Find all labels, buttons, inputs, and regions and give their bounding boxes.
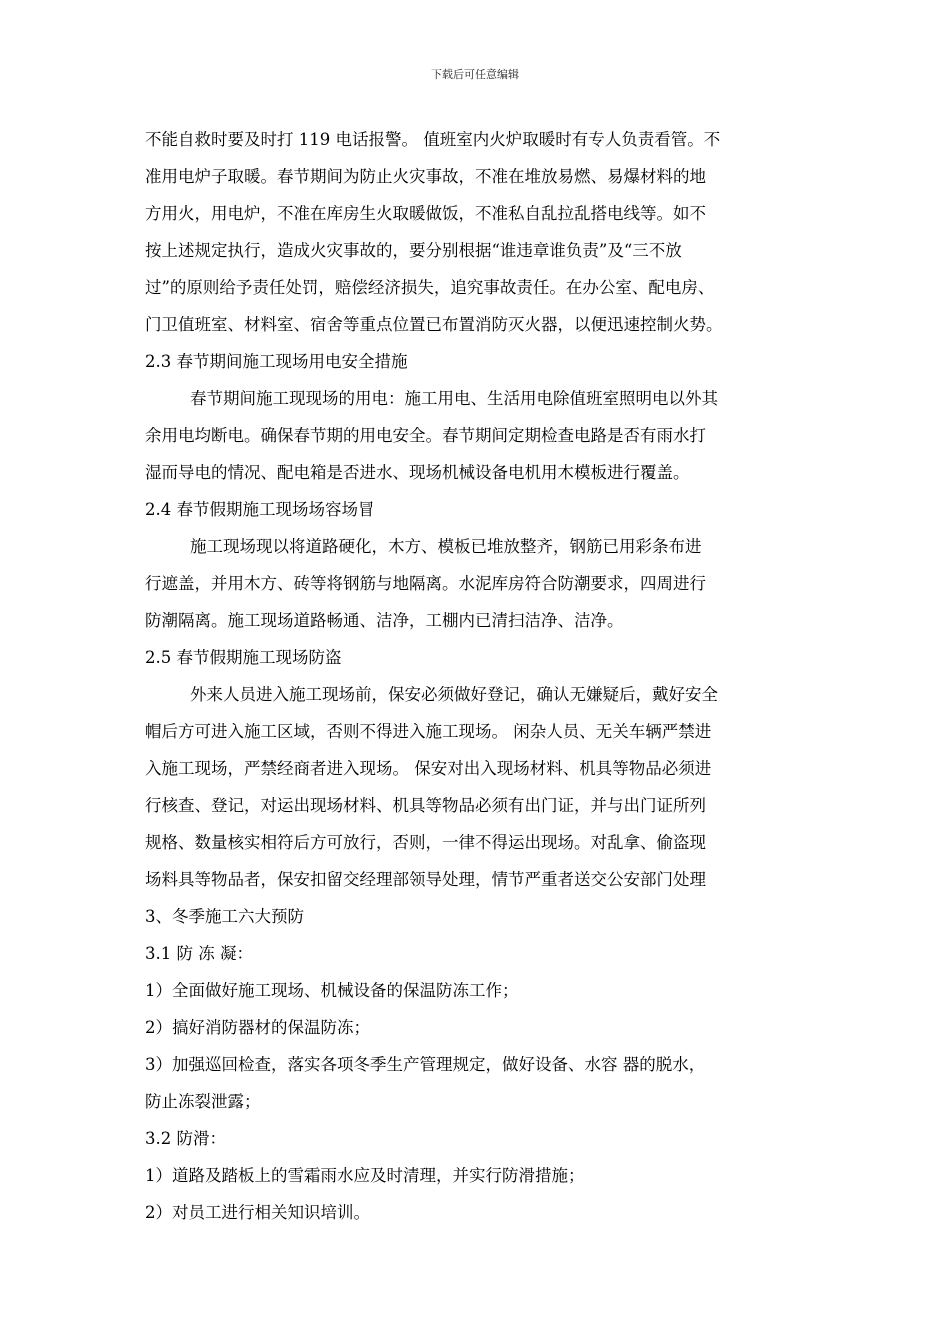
text-line: 门卫值班室、材料室、宿舍等重点位置已布置消防灭火器，以便迅速控制火势。: [145, 315, 723, 334]
section-heading: 2.4 春节假期施工现场场容场冒: [145, 500, 375, 519]
paragraph-anti-theft: [145, 676, 825, 898]
list-item: 3）加强巡回检查，落实各项冬季生产管理规定，做好设备、水容 器的脱水，: [145, 1055, 706, 1074]
text-line: 方用火，用电炉，不准在库房生火取暖做饭，不准私自乱拉乱搭电线等。如不: [145, 204, 706, 223]
heading-3: [145, 898, 825, 935]
list-item-3-2-2: [145, 1194, 825, 1231]
text-line: 场料具等物品者，保安扣留交经理部领导处理，情节严重者送交公安部门处理: [145, 870, 706, 889]
heading-2-3: [145, 343, 825, 380]
list-item: 1）全面做好施工现场、机械设备的保温防冻工作；: [145, 981, 519, 1000]
text-line: 帽后方可进入施工区域，否则不得进入施工现场。 闲杂人员、无关车辆严禁进: [145, 722, 712, 741]
text-line: 行核查、登记，对运出现场材料、机具等物品必须有出门证，并与出门证所列: [145, 796, 706, 815]
list-item: 2）对员工进行相关知识培训。: [145, 1203, 370, 1222]
page-header: 下载后可任意编辑: [431, 68, 519, 81]
paragraph-fire-safety: [145, 121, 825, 343]
section-heading: 3、冬季施工六大预防: [145, 907, 304, 926]
heading-3-2: [145, 1120, 825, 1157]
text-line: 过”的原则给予责任处罚，赔偿经济损失，追究事故责任。在办公室、配电房、: [145, 278, 715, 297]
heading-2-4: [145, 491, 825, 528]
list-item-3-1-1: [145, 972, 825, 1009]
document-body: [145, 121, 825, 1231]
text-line: 按上述规定执行，造成火灾事故的，要分别根据“谁违章谁负责”及“三不放: [145, 241, 682, 260]
list-item-3-1-3: [145, 1046, 825, 1120]
list-item: 1）道路及踏板上的雪霜雨水应及时清理，并实行防滑措施；: [145, 1166, 585, 1185]
section-heading: 3.2 防滑：: [145, 1129, 226, 1148]
text-line: 行遮盖，并用木方、砖等将钢筋与地隔离。水泥库房符合防潮要求，四周进行: [145, 574, 706, 593]
text-line: 湿而导电的情况、配电箱是否进水、现场机械设备电机用木模板进行覆盖。: [145, 463, 690, 482]
list-item-3-2-1: [145, 1157, 825, 1194]
paragraph-electricity: [145, 380, 825, 491]
text-line: 施工现场现以将道路硬化，木方、模板已堆放整齐，钢筋已用彩条布进: [190, 537, 702, 556]
heading-3-1: [145, 935, 825, 972]
text-line: 余用电均断电。确保春节期的用电安全。春节期间定期检查电路是否有雨水打: [145, 426, 706, 445]
list-item: 防止冻裂泄露；: [145, 1092, 261, 1111]
text-line: 防潮隔离。施工现场道路畅通、洁净，工棚内已清扫洁净、洁净。: [145, 611, 624, 630]
paragraph-site-appearance: [145, 528, 825, 639]
section-heading: 3.1 防 冻 凝：: [145, 944, 253, 963]
list-item-3-1-2: [145, 1009, 825, 1046]
section-heading: 2.3 春节期间施工现场用电安全措施: [145, 352, 408, 371]
heading-2-5: [145, 639, 825, 676]
text-line: 准用电炉子取暖。春节期间为防止火灾事故，不准在堆放易燃、易爆材料的地: [145, 167, 706, 186]
text-line: 入施工现场，严禁经商者进入现场。 保安对出入现场材料、机具等物品必须进: [145, 759, 712, 778]
section-heading: 2.5 春节假期施工现场防盗: [145, 648, 342, 667]
text-line: 规格、数量核实相符后方可放行，否则，一律不得运出现场。对乱拿、偷盗现: [145, 833, 706, 852]
text-line: 外来人员进入施工现场前，保安必须做好登记，确认无嫌疑后，戴好安全: [190, 685, 718, 704]
list-item: 2）搞好消防器材的保温防冻；: [145, 1018, 370, 1037]
text-line: 不能自救时要及时打 119 电话报警。 值班室内火炉取暖时有专人负责看管。不: [145, 130, 721, 149]
text-line: 春节期间施工现现场的用电：施工用电、生活用电除值班室照明电以外其: [190, 389, 718, 408]
